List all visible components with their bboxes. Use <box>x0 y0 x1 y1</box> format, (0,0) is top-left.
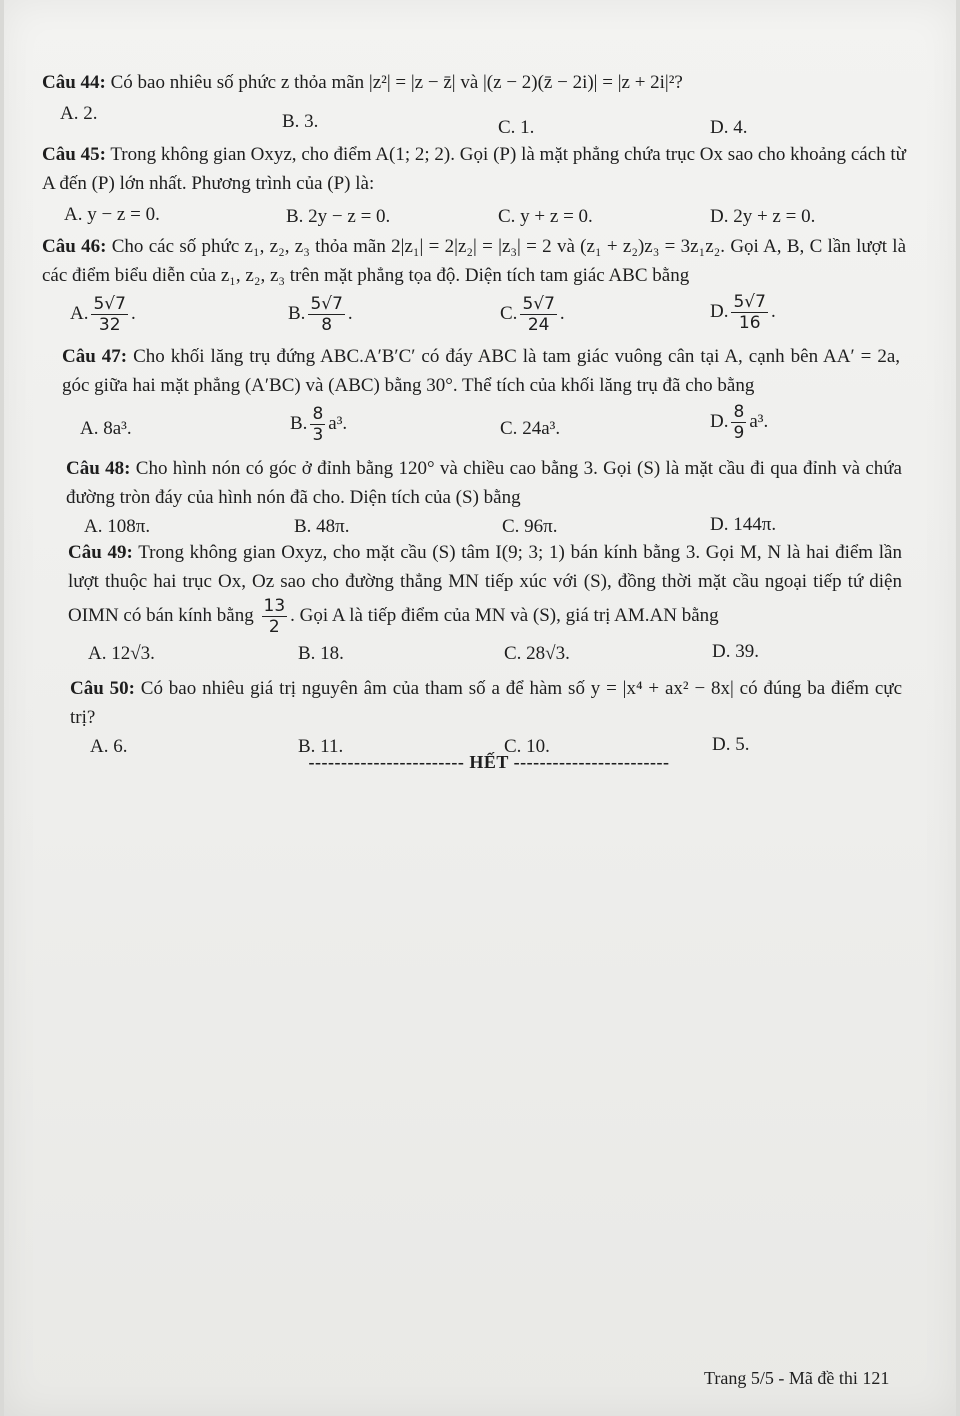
question-text: Có bao nhiêu giá trị nguyên âm của tham số a để hàm số y = |x⁴ + ax² − 8x| có đúng ba điểm cực trị? <box>70 678 902 728</box>
option-tail: a³. <box>749 410 769 432</box>
numerator: 5√7 <box>93 294 126 314</box>
option-d: D. 39. <box>712 641 759 662</box>
option-d: D. 4. <box>710 117 748 138</box>
question-45 <box>42 140 906 230</box>
option-letter: A. <box>80 418 99 439</box>
option-a: A. 12√3. <box>88 643 155 664</box>
option-c <box>500 414 560 443</box>
question-label: Câu 50: <box>70 678 135 699</box>
option-letter: D. <box>710 410 729 432</box>
option-d <box>710 292 776 333</box>
option-c: C. y + z = 0. <box>498 206 593 227</box>
denominator: 9 <box>733 423 745 443</box>
denominator: 3 <box>312 425 324 445</box>
question-46 <box>42 232 906 344</box>
option-b: B. 3. <box>282 111 319 132</box>
option-a <box>70 294 136 335</box>
question-text: Cho các số phức z₁, z₂, z₃ thỏa mãn 2|z₁| = 2|z₂| = |z₃| = 2 và (z₁ + z₂)z₃ = 3z₁z₂. Gọi A, B, C lần lượt là các điểm biểu diễn của z₁, z₂, z₃ trên mặt phẳng tọa độ. Diện tích tam giác ABC bằng <box>42 236 906 286</box>
numerator: 8 <box>312 404 324 424</box>
question-label: Câu 45: <box>42 144 106 165</box>
fraction <box>91 294 127 335</box>
option-value: 8a³. <box>103 418 132 439</box>
option-b <box>290 404 347 445</box>
question-text-continued: . Gọi A là tiếp điểm của MN và (S), giá trị AM.AN bằng <box>290 604 719 626</box>
option-tail: . <box>347 302 353 324</box>
option-a: A. 2. <box>60 103 98 124</box>
question-text: Cho khối lăng trụ đứng ABC.A′B′C′ có đáy ABC là tam giác vuông cân tại A, cạnh bên AA′ = 2a, góc giữa hai mặt phẳng (A′BC) và (ABC) bằng 30°. Thể tích của khối lăng trụ đã cho bằng <box>62 346 900 396</box>
option-c: C. 28√3. <box>504 643 570 664</box>
question-text: Cho hình nón có góc ở đỉnh bằng 120° và chiều cao bằng 3. Gọi (S) là mặt cầu đi qua đỉnh và chứa đường tròn đáy của hình nón đã cho. Diện tích của (S) bằng <box>66 458 902 508</box>
option-a: A. 108π. <box>84 516 151 537</box>
question-label: Câu 44: <box>42 72 106 93</box>
option-c: C. 96π. <box>502 516 558 537</box>
fraction <box>310 404 325 445</box>
numerator: 13 <box>263 596 286 616</box>
question-text: Có bao nhiêu số phức z thỏa mãn |z²| = |z − z̄| và |(z − 2)(z̄ − 2i)| = |z + 2i|²? <box>110 72 683 93</box>
option-b: B. 18. <box>298 643 344 664</box>
option-c: C. 10. <box>504 736 550 757</box>
option-d: D. 2y + z = 0. <box>710 206 816 227</box>
denominator: 24 <box>527 315 550 335</box>
exam-page <box>4 0 956 1416</box>
option-a: A. 6. <box>90 736 128 757</box>
option-d: D. 144π. <box>710 514 777 535</box>
denominator: 2 <box>268 617 280 637</box>
fraction <box>731 402 746 443</box>
denominator: 8 <box>321 315 333 335</box>
option-letter: D. <box>710 300 729 322</box>
numerator: 5√7 <box>733 292 766 312</box>
end-of-exam-mark: ------------------------ HẾT ------------------------ <box>308 752 670 772</box>
option-letter: B. <box>290 412 308 434</box>
option-value: 24a³. <box>522 418 561 439</box>
option-tail: . <box>130 302 136 324</box>
fraction <box>520 294 556 335</box>
question-text: Trong không gian Oxyz, cho mặt cầu (S) tâm I(9; 3; 1) bán kính bằng 3. Gọi M, N là hai điểm lần lượt thuộc hai trục Ox, Oz sao cho đường thẳng MN tiếp xúc với (S), đồng thời mặt cầu ngoại tiếp tứ diện OIMN có bán kính bằng <box>68 542 902 626</box>
fraction <box>262 596 288 637</box>
question-text: Trong không gian Oxyz, cho điểm A(1; 2; 2). Gọi (P) là mặt phẳng chứa trục Ox sao cho khoảng cách từ A đến (P) lớn nhất. Phương trình của (P) là: <box>42 144 906 194</box>
option-tail: . <box>770 300 776 322</box>
denominator: 16 <box>738 313 761 333</box>
question-49 <box>68 538 902 669</box>
option-d: D. 5. <box>712 734 750 755</box>
question-47 <box>62 342 900 454</box>
numerator: 5√7 <box>522 294 555 314</box>
question-label: Câu 47: <box>62 346 128 367</box>
option-b <box>288 294 353 335</box>
option-b: B. 2y − z = 0. <box>286 206 391 227</box>
option-letter: C. <box>500 418 518 439</box>
fraction <box>308 294 344 335</box>
question-label: Câu 49: <box>68 542 133 563</box>
option-b: B. 48π. <box>294 516 350 537</box>
option-letter: B. <box>288 302 306 324</box>
question-50 <box>70 674 902 762</box>
numerator: 5√7 <box>310 294 343 314</box>
option-letter: A. <box>70 302 89 324</box>
denominator: 32 <box>98 315 121 335</box>
page-number: Trang 5/5 - Mã đề thi 121 <box>704 1368 890 1388</box>
option-b: B. 11. <box>298 736 344 757</box>
option-d <box>710 402 768 443</box>
option-c <box>500 294 565 335</box>
fraction <box>731 292 767 333</box>
question-44 <box>42 68 906 138</box>
option-tail: . <box>559 302 565 324</box>
option-a <box>80 414 132 443</box>
option-c: C. 1. <box>498 117 535 138</box>
option-a: A. y − z = 0. <box>64 204 160 225</box>
question-48 <box>66 454 902 542</box>
numerator: 8 <box>733 402 745 422</box>
option-letter: C. <box>500 302 518 324</box>
option-tail: a³. <box>328 412 348 434</box>
question-label: Câu 46: <box>42 236 107 257</box>
question-label: Câu 48: <box>66 458 131 479</box>
